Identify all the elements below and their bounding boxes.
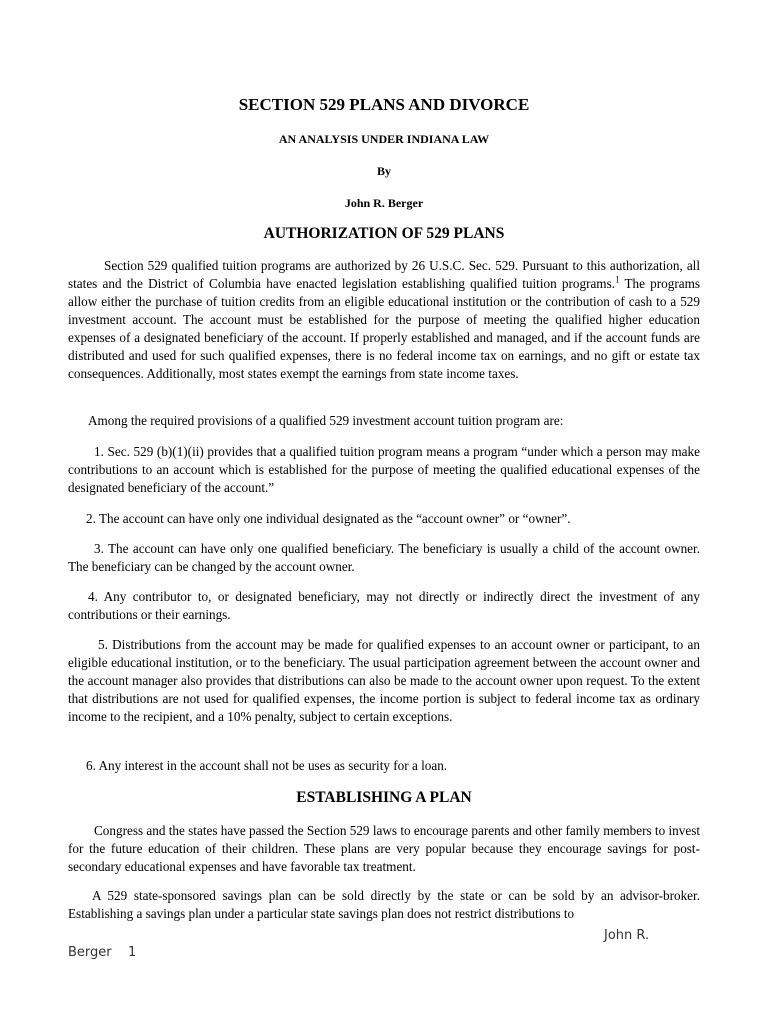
paragraph-congress: Congress and the states have passed the Section 529 laws to encourage parents and other family members to invest for the future education of their children. These plans are very popular because they encourage savings for post-secondary educational expenses and have favorable tax treatment. <box>68 823 700 874</box>
footnote-marker: 1 <box>615 274 620 285</box>
paragraph-text: The programs allow either the purchase of tuition credits from an eligible educational institution or the contribution of cash to a 529 investment account. The account must be established for the purpose of meeting the qualified higher education expenses of a designated beneficiary of the account. If properly established and managed, and if the account funds are distributed and used for such qualified expenses, there is no federal income tax on earnings, and no gift or estate tax consequences. Additionally, most states exempt the earnings from state income taxes. <box>68 276 700 381</box>
list-item-provision-3: 3. The account can have only one qualified beneficiary. The beneficiary is usually a child of the account owner. The beneficiary can be changed by the account owner. <box>68 541 700 574</box>
section-heading-establishing: ESTABLISHING A PLAN <box>296 789 472 806</box>
list-item-provision-5: 5. Distributions from the account may be made for qualified expenses to an account owner or participant, to an eligible educational institution, or to the beneficiary. The usual participation agreement between the account owner and the account manager also provides that distributions can also be made to the account owner upon request. To the extent that distributions are not used for qualified expenses, the income portion is subject to federal income tax as ordinary income to the recipient, and a 10% penalty, subject to certain exceptions. <box>68 637 700 724</box>
paragraph-required-provisions: Among the required provisions of a qualified 529 investment account tuition program are: <box>88 413 564 428</box>
document-title: SECTION 529 PLANS AND DIVORCE <box>238 95 530 114</box>
page-number: 1 <box>128 945 137 960</box>
list-item-provision-4: 4. Any contributor to, or designated beneficiary, may not directly or indirectly direct the investment of any contributions or their earnings. <box>68 589 700 622</box>
list-item-provision-2: 2. The account can have only one individual designated as the “account owner” or “owner”. <box>86 511 571 526</box>
byline: By <box>376 164 391 178</box>
paragraph-authorization-intro <box>68 257 700 383</box>
section-heading-authorization: AUTHORIZATION OF 529 PLANS <box>263 225 505 242</box>
document-subtitle: AN ANALYSIS UNDER INDIANA LAW <box>278 132 490 146</box>
footer-author-line2: Berger <box>68 945 112 960</box>
list-item-provision-1: 1. Sec. 529 (b)(1)(ii) provides that a qualified tuition program means a program “under which a person may make contributions to an account which is established for the purpose of meeting the qualified educational expenses of the designated beneficiary of the account.” <box>68 444 700 495</box>
list-item-provision-6: 6. Any interest in the account shall not be uses as security for a loan. <box>86 758 448 773</box>
footer-author-line1: John R. <box>604 928 650 943</box>
paragraph-text: Section 529 qualified tuition programs are authorized by 26 U.S.C. Sec. 529. Pursuant to this authorization, all states and the District of Columbia have enacted legislation establishing qualified tuition programs. <box>68 258 700 291</box>
paragraph-state-plan: A 529 state-sponsored savings plan can be sold directly by the state or can be sold by an advisor-broker. Establishing a savings plan under a particular state savings plan does not restrict distributions to <box>68 888 700 921</box>
author-name: John R. Berger <box>344 196 424 210</box>
